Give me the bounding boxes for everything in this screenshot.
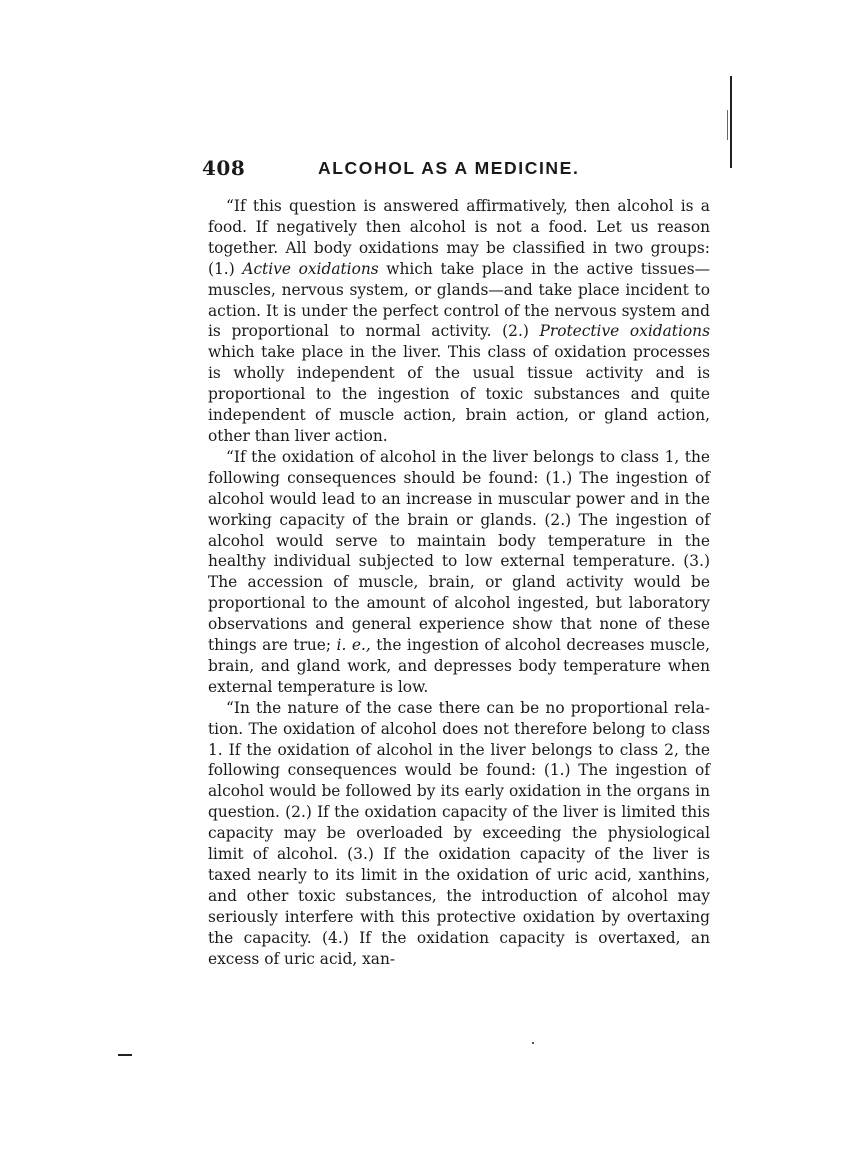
text-run: the ingestion of alcohol decreases muscle, brain, and gland work, and depresses body temperature when external temperature is low. — [208, 636, 710, 696]
text-run: “If this question is answered affirmatively, then alcohol is a food. If negatively then alcohol is not a food. Let us reason together. All body oxidations may be classified in two groups: (1.) — [208, 197, 710, 278]
page-number: 408 — [202, 156, 246, 180]
running-title: ALCOHOL AS A MEDICINE. — [318, 158, 580, 178]
text-run: which take place in the active tissues—muscles, nervous system, or glands—and take place incident to action. It is under the perfect control of the nervous system and is proportional to normal activity. (2.) — [208, 259, 711, 341]
paragraph — [208, 698, 710, 970]
scan-margin-mark — [118, 1054, 132, 1056]
text-run: “In the nature of the case there can be no proportional relation. The oxidation of alcohol does not therefore belong to class 1. If the oxidation of alcohol in the liver belongs to class 2, the following consequences would be found: (1.) The ingestion of alcohol would be followed by its early oxidation in the organs in question. (2.) If the oxidation capacity of the liver is limited this capacity may be overloaded by exceeding the physiological limit of alcohol. (3.) If the oxidation capacity of the liver is taxed nearly to its limit in the oxidation of uric acid, xanthins, and other toxic substances, the introduction of alcohol may seriously interfere with this protective oxidation by overtaxing the capacity. (4.) If the oxidation capacity is overtaxed, an excess of uric acid, xan- — [208, 698, 710, 968]
italic-term: Protective oxidations — [539, 322, 710, 341]
italic-abbreviation: i. e., — [336, 636, 371, 655]
text-run: which take place in the liver. This class of oxidation processes is wholly independent of the usual tissue activity and is proportional to the ingestion of toxic substances and quite independent of muscle action, brain action, or gland action, other than liver action. — [208, 343, 710, 445]
page-header — [202, 156, 710, 186]
scan-edge-mark-thin — [727, 110, 728, 140]
italic-term: Active oxidations — [242, 259, 379, 278]
paragraph — [208, 196, 710, 447]
scan-speck — [532, 1042, 534, 1044]
scan-edge-mark — [730, 76, 732, 168]
body-text — [208, 196, 710, 970]
text-run: “If the oxidation of alcohol in the liver belongs to class 1, the following consequences should be found: (1.) The ingestion of alcohol would lead to an increase in muscular power and in the working capacity of the brain or glands. (2.) The ingestion of alcohol would serve to maintain body temperature in the healthy individual subjected to low external temperature. (3.) The accession of muscle, brain, or gland activity would be proportional to the amount of alcohol ingested, but laboratory observations and general experience show that none of these things are true; — [208, 447, 710, 655]
paragraph — [208, 447, 710, 698]
